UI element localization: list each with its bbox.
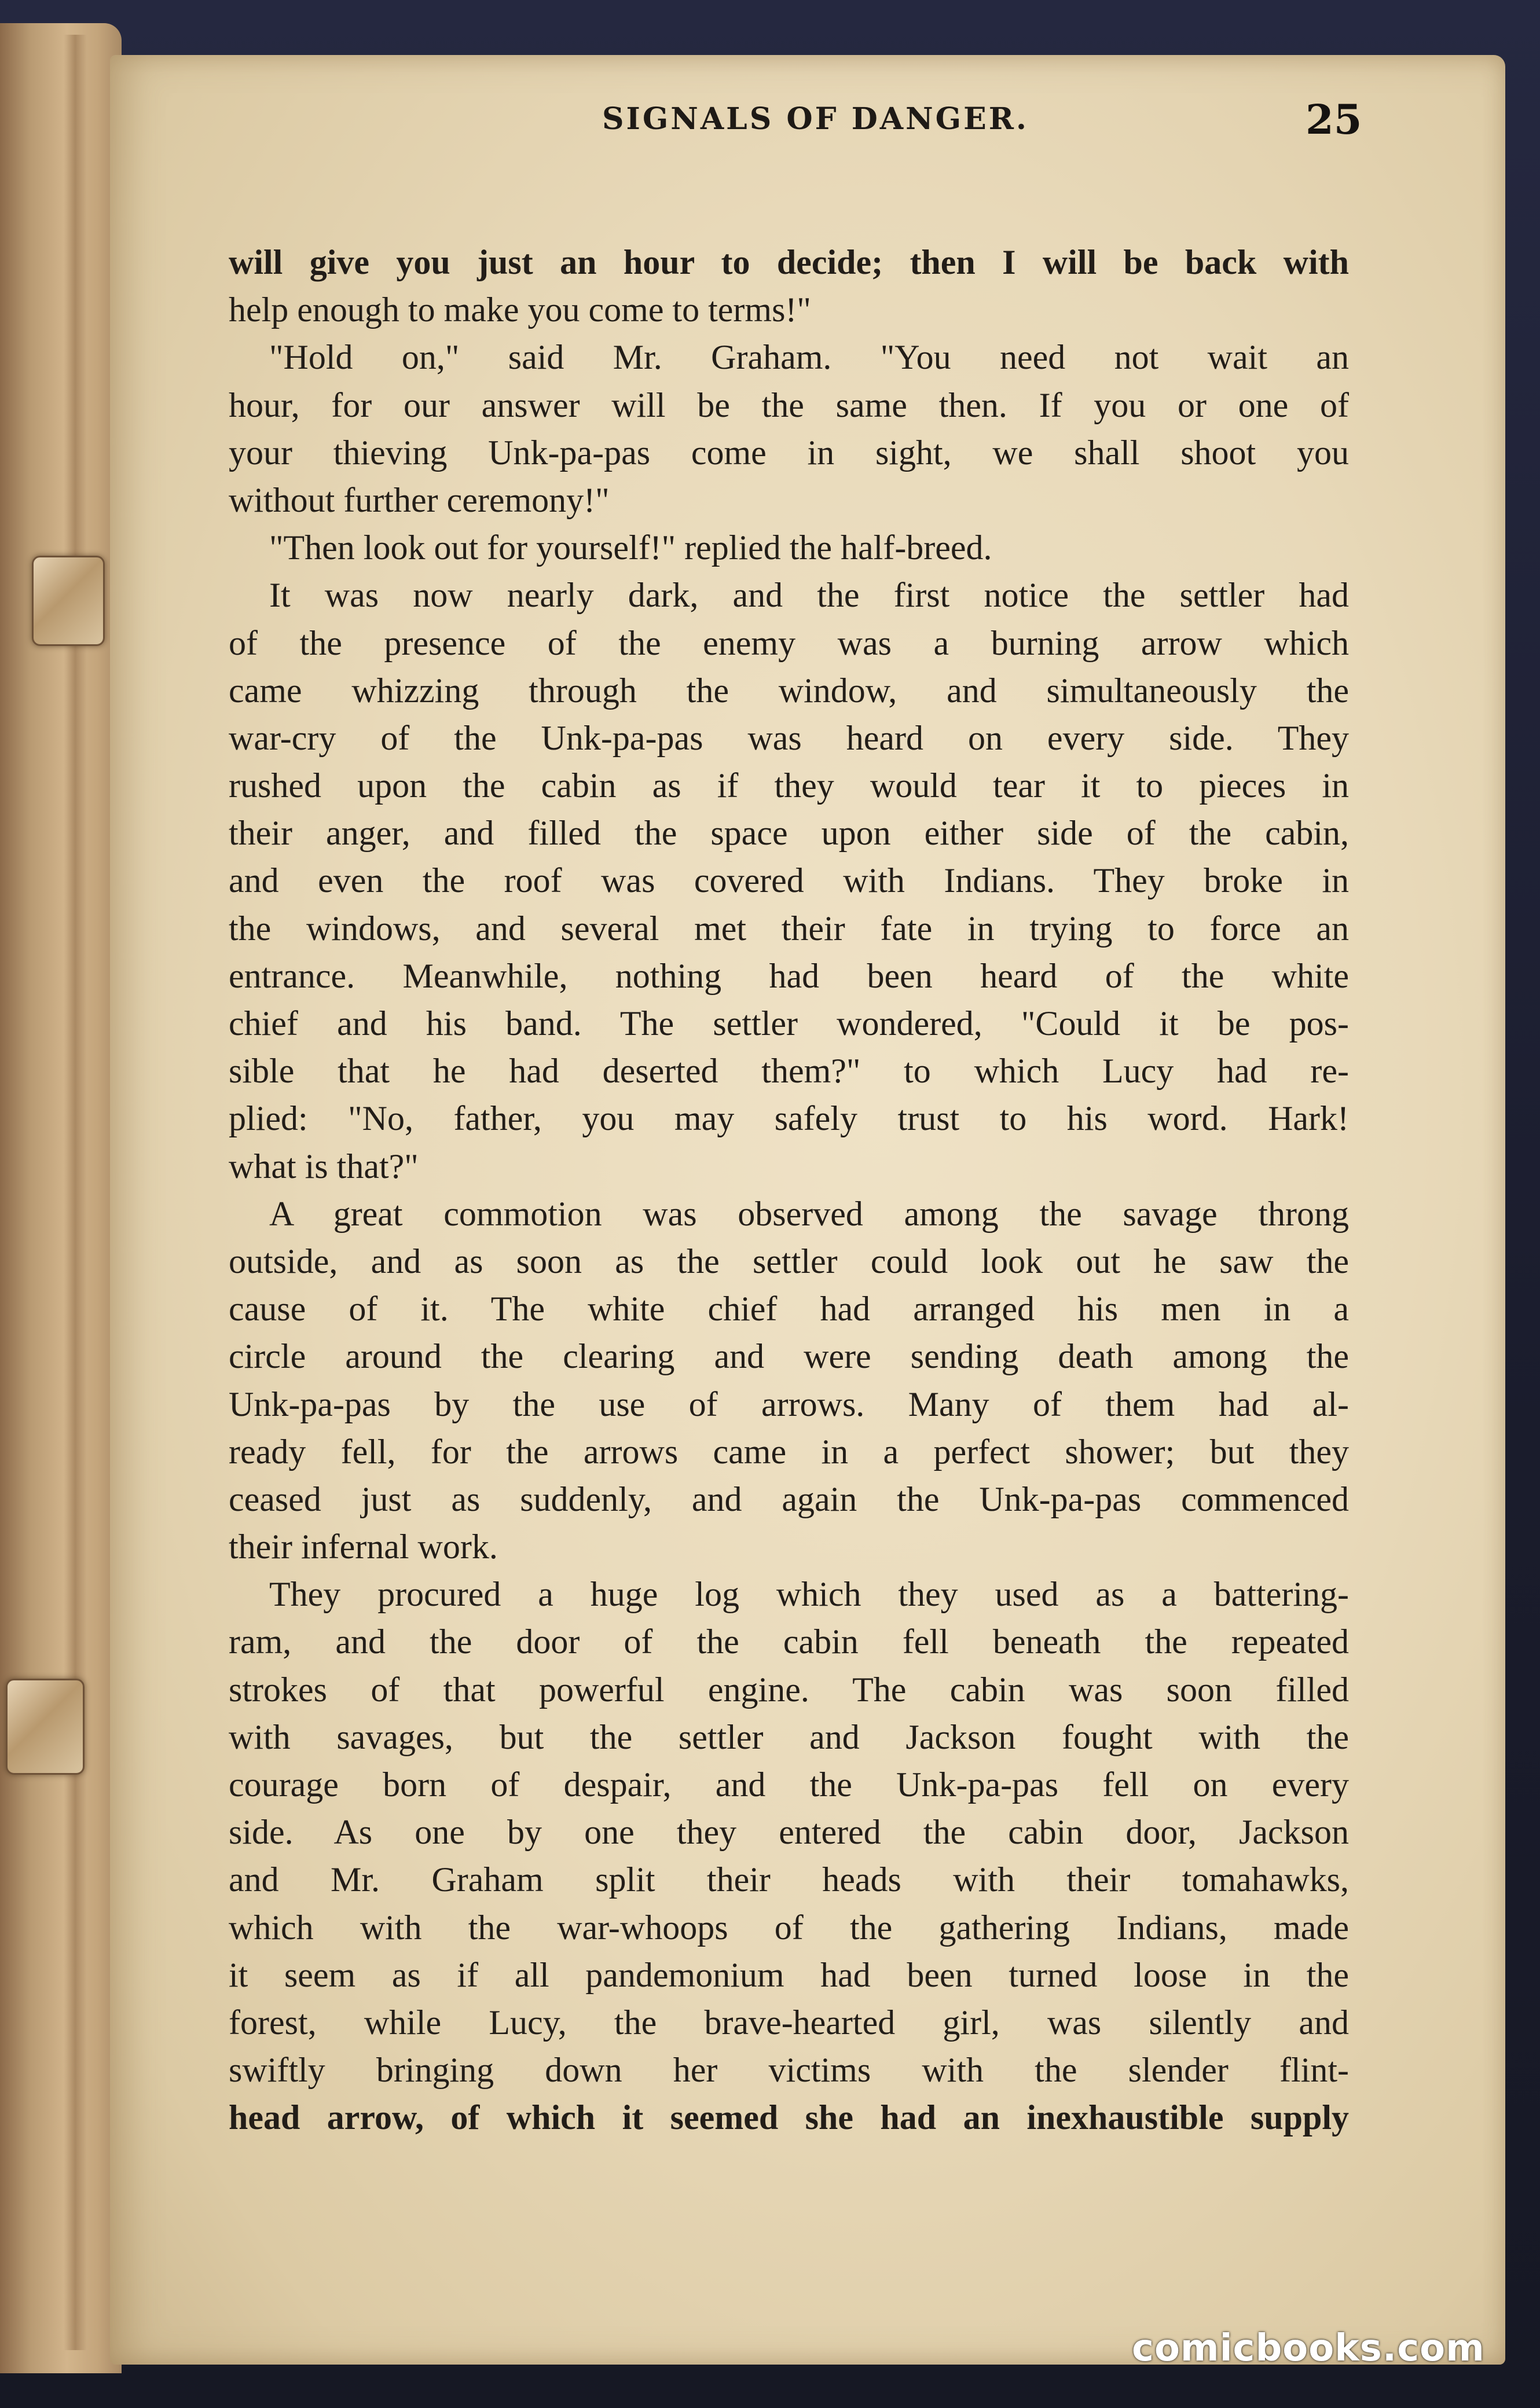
text-line: entrance. Meanwhile, nothing had been heard of the white (229, 956, 1349, 995)
text-line: your thieving Unk-pa-pas come in sight, we shall shoot you (229, 433, 1349, 472)
text-line: chief and his band. The settler wondered, "Could it be pos- (229, 1004, 1349, 1043)
text-line: and even the roof was covered with Indians. They broke in (229, 861, 1349, 900)
text-line: cause of it. The white chief had arranged his men in a (229, 1290, 1349, 1328)
text-line: what is that?" (229, 1147, 419, 1185)
text-line: side. As one by one they entered the cabin door, Jackson (229, 1813, 1349, 1852)
text-line: will give you just an hour to decide; then I will be back with (229, 243, 1349, 281)
text-line: A great commotion was observed among the savage throng (269, 1194, 1349, 1233)
text-line: the windows, and several met their fate in trying to force an (229, 909, 1349, 948)
text-line: ready fell, for the arrows came in a perfect shower; but they (229, 1432, 1349, 1471)
book-cover-edge (0, 23, 122, 2373)
text-line: "Then look out for yourself!" replied the half-breed. (269, 528, 992, 567)
binding-crease (64, 35, 87, 2350)
text-line: without further ceremony!" (229, 480, 610, 519)
text-line: It was now nearly dark, and the first notice the settler had (269, 576, 1349, 615)
text-line: sible that he had deserted them?" to which Lucy had re- (229, 1052, 1349, 1091)
text-line: came whizzing through the window, and simultaneously the (229, 671, 1349, 710)
text-line: it seem as if all pandemonium had been turned loose in the (229, 1955, 1349, 1994)
text-line: hour, for our answer will be the same then. If you or one of (229, 386, 1349, 424)
text-line: war-cry of the Unk-pa-pas was heard on every side. They (229, 718, 1349, 757)
text-line: their infernal work. (229, 1528, 498, 1566)
running-head: SIGNALS OF DANGER. (602, 101, 1029, 137)
page-header (0, 96, 1540, 165)
page-number: 25 (1306, 96, 1362, 144)
text-line: head arrow, of which it seemed she had an inexhaustible supply (229, 2098, 1349, 2137)
text-line: and Mr. Graham split their heads with their tomahawks, (229, 1860, 1349, 1899)
text-line: circle around the clearing and were sending death among the (229, 1337, 1349, 1376)
text-line: which with the war-whoops of the gathering Indians, made (229, 1908, 1349, 1947)
text-line: of the presence of the enemy was a burning arrow which (229, 623, 1349, 662)
text-line: ceased just as suddenly, and again the Unk-pa-pas commenced (229, 1480, 1349, 1518)
text-line: outside, and as soon as the settler could look out he saw the (229, 1242, 1349, 1280)
text-line: their anger, and filled the space upon either side of the cabin, (229, 814, 1349, 853)
binding-tape-bottom (6, 1679, 85, 1775)
binding-tape-top (32, 556, 105, 646)
text-line: Unk-pa-pas by the use of arrows. Many of them had al- (229, 1385, 1349, 1423)
text-line: They procured a huge log which they used as a battering- (269, 1575, 1349, 1614)
text-line: with savages, but the settler and Jackson fought with the (229, 1717, 1349, 1756)
text-line: swiftly bringing down her victims with the slender flint- (229, 2051, 1349, 2090)
text-line: courage born of despair, and the Unk-pa-pas fell on every (229, 1765, 1349, 1804)
body-text (229, 238, 1349, 2142)
site-watermark: comicbooks.com (1132, 2327, 1485, 2370)
text-line: "Hold on," said Mr. Graham. "You need not wait an (269, 338, 1349, 377)
text-line: rushed upon the cabin as if they would tear it to pieces in (229, 766, 1349, 805)
text-line: plied: "No, father, you may safely trust to his word. Hark! (229, 1099, 1349, 1138)
text-line: forest, while Lucy, the brave-hearted girl, was silently and (229, 2003, 1349, 2042)
text-line: help enough to make you come to terms!" (229, 291, 811, 329)
text-line: ram, and the door of the cabin fell beneath the repeated (229, 1623, 1349, 1661)
text-line: strokes of that powerful engine. The cabin was soon filled (229, 1670, 1349, 1709)
